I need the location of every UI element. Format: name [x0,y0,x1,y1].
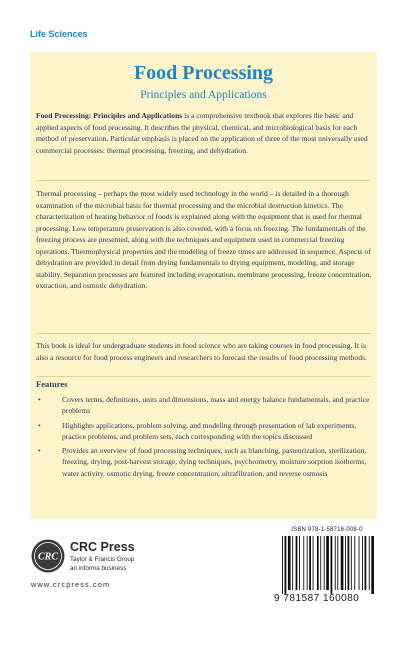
divider [36,180,371,181]
description-lead: Food Processing: Principles and Applications [36,111,183,120]
publisher-url: www.crcpress.com [31,580,111,589]
bullet-icon: • [38,420,41,430]
feature-text: Covers terms, definitions, units and dimensions, mass and energy balance fundamentals, and practice problems [62,395,370,416]
features-list [36,394,372,482]
description-paragraph-2: Thermal processing – perhaps the most widely used technology in the world – is detailed in a thorough examination of the microbial basis for thermal processing and the microbial destruction kinetics. The characterization of heating behavior of foods is explained along with the equipment that is used for thermal processing. Low temperature preservation is also covered, with a focus on freezing. The fundamentals of the freezing process are presented, along with the techniques and equipment used in commercial freezing operations. Thermophysical properties and the modeling of freeze times are addressed in sequence. Aspects of dehydration are provided in detail from drying fundamentals to drying equipment, modeling, and storage stability. Separation processes are featured including evaporation, membrane processing, freeze concentration, extraction, and osmotic dehydration. [36,189,372,290]
description-panel [30,52,377,519]
isbn-barcode [274,527,380,607]
book-subtitle: Principles and Applications [140,89,267,101]
feature-text: Provides an overview of food processing techniques, such as blanching, pasteurization, sterilization, freezing, drying, post-harvest storage, dying techniques, psychrometry, moisture sorption isotherms, water activity, osmotic drying, freeze concentration, ultrafiltration, and reverse osmosis [62,446,367,478]
divider [36,376,371,377]
feature-text: Highlights applications, problem solving, and modeling through presentation of lab experiments, practice problems, and problem sets, each corresponding with the topics discussed [62,420,357,441]
divider [36,333,371,334]
feature-item [36,394,372,417]
bullet-icon: • [38,395,41,404]
book-title: Food Processing [133,62,274,84]
category-label: Life Sciences [30,29,88,39]
publisher-name: CRC Press [70,540,135,554]
bullet-icon: • [38,446,41,456]
publisher-informa: an informa business [70,565,127,572]
barcode-bars [274,536,380,594]
barcode-digits: 9 781587 160080 [274,593,360,604]
publisher-logo [31,537,181,597]
feature-item [36,420,372,443]
isbn-label: ISBN 978-1-58716-008-0 [291,527,363,533]
features-heading: Features [36,379,68,389]
description-paragraph-1 [36,110,372,156]
feature-item [36,445,372,479]
publisher-group: Taylor & Francis Group [70,556,135,563]
description-p1-text: is a comprehensive textbook that explores the basic and applied aspects of food processing. It describes the physical, chemical, and microbiological basis for each method of preservation. Particular emphasis is placed on the application of three of the most universally used commercial processes: thermal processing, freezing, and dehydration. [36,111,368,155]
description-paragraph-3: This book is ideal for undergraduate students in food science who are taking courses in food processing. It is also a resource for food process engineers and researchers to forecast the results of food processing methods. [36,341,367,362]
crc-logo-icon [31,539,65,573]
logo-mark-text: CRC [37,551,59,563]
